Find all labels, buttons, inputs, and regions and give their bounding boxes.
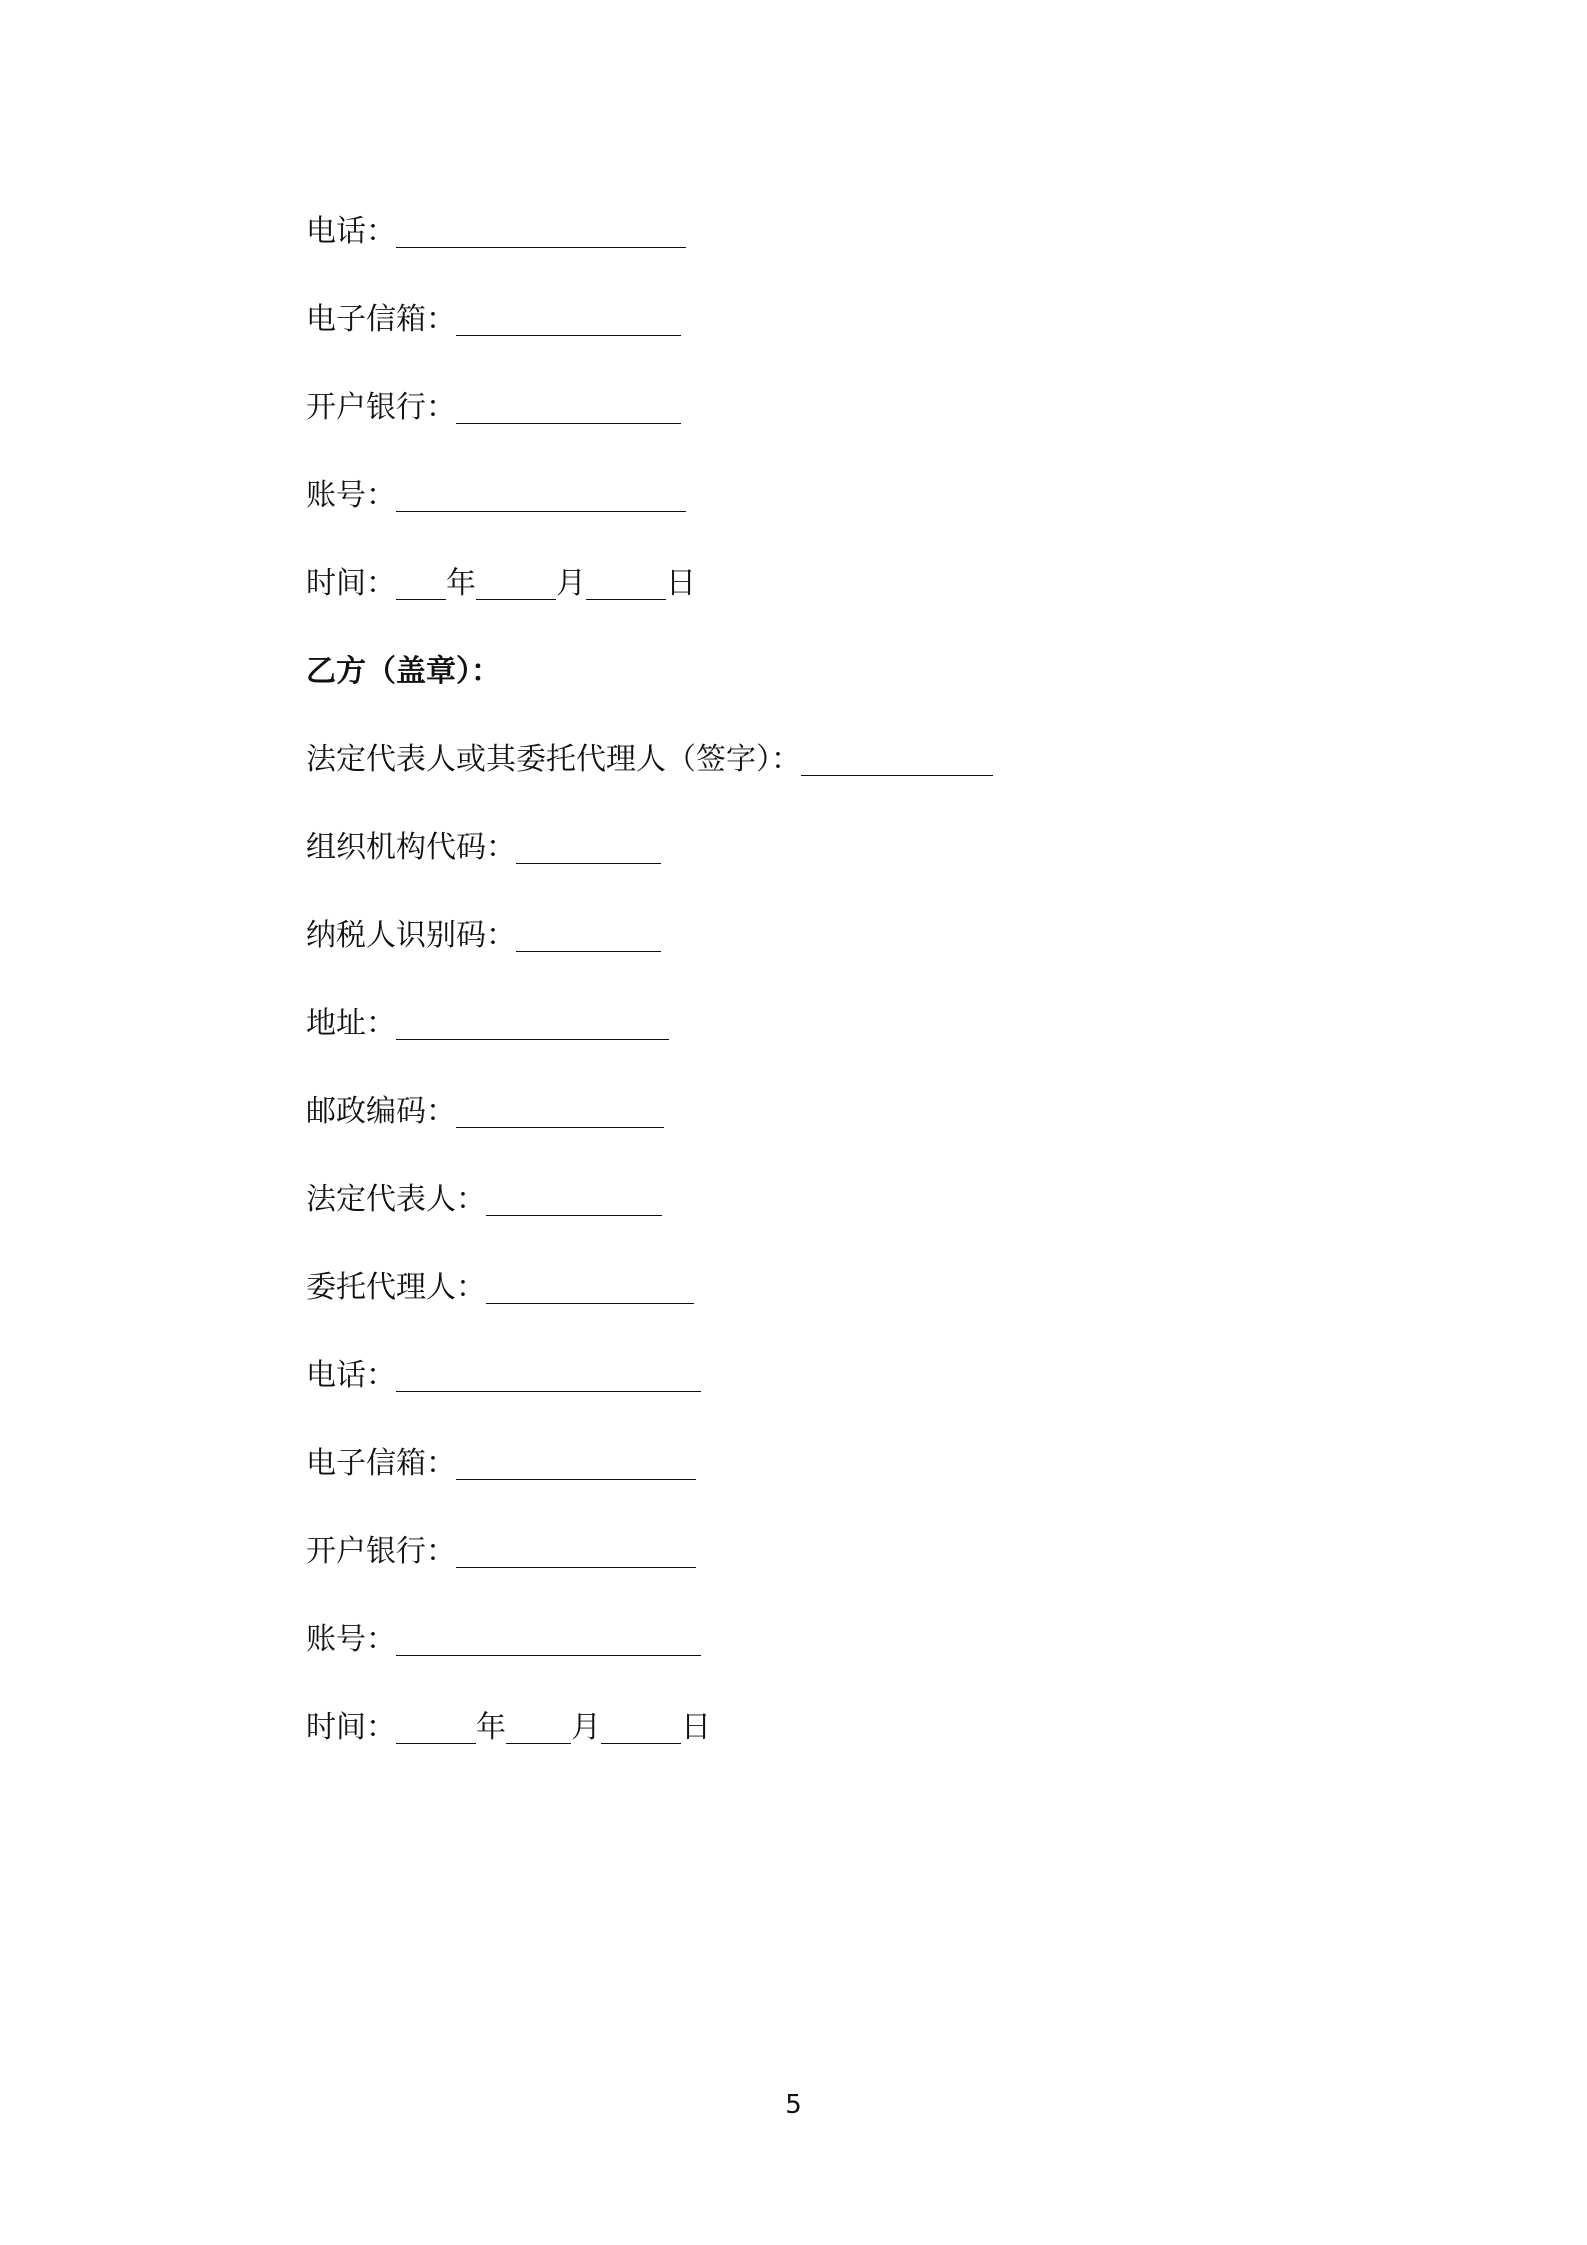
day-blank[interactable] xyxy=(586,569,666,600)
phone-blank[interactable] xyxy=(396,217,686,248)
agent-blank[interactable] xyxy=(486,1273,694,1304)
tax-id-blank[interactable] xyxy=(516,921,661,952)
party-b-address-row xyxy=(306,1000,669,1044)
email-label: 电子信箱： xyxy=(306,1446,456,1481)
party-b-bank-row xyxy=(306,1528,696,1572)
email-blank[interactable] xyxy=(456,1449,696,1480)
bank-label: 开户银行： xyxy=(306,390,456,425)
year-blank[interactable] xyxy=(396,1713,476,1744)
party-b-heading-row xyxy=(306,648,501,692)
party-b-heading: 乙方（盖章）： xyxy=(306,654,501,689)
account-blank[interactable] xyxy=(396,481,686,512)
signatory-blank[interactable] xyxy=(801,745,993,776)
year-label: 年 xyxy=(476,1710,506,1745)
year-label: 年 xyxy=(446,566,476,601)
time-label: 时间： xyxy=(306,1710,396,1745)
signatory-label: 法定代表人或其委托代理人（签字）： xyxy=(306,742,801,777)
party-a-email-row xyxy=(306,296,681,340)
email-blank[interactable] xyxy=(456,305,681,336)
party-b-email-row xyxy=(306,1440,696,1484)
postcode-blank[interactable] xyxy=(456,1097,664,1128)
phone-label: 电话： xyxy=(306,214,396,249)
month-blank[interactable] xyxy=(506,1713,571,1744)
party-b-agent-row xyxy=(306,1264,694,1308)
party-a-time-row xyxy=(306,560,696,604)
legal-rep-label: 法定代表人： xyxy=(306,1182,486,1217)
day-blank[interactable] xyxy=(601,1713,681,1744)
bank-blank[interactable] xyxy=(456,1537,696,1568)
party-b-time-row xyxy=(306,1704,711,1748)
month-label: 月 xyxy=(556,566,586,601)
party-a-account-row xyxy=(306,472,686,516)
account-label: 账号： xyxy=(306,478,396,513)
address-label: 地址： xyxy=(306,1006,396,1041)
year-blank[interactable] xyxy=(396,569,446,600)
page-number: 5 xyxy=(785,2090,802,2120)
bank-label: 开户银行： xyxy=(306,1534,456,1569)
party-b-signatory-row xyxy=(306,736,993,780)
time-label: 时间： xyxy=(306,566,396,601)
phone-blank[interactable] xyxy=(396,1361,701,1392)
party-a-phone-row xyxy=(306,208,686,252)
postcode-label: 邮政编码： xyxy=(306,1094,456,1129)
legal-rep-blank[interactable] xyxy=(486,1185,662,1216)
party-b-phone-row xyxy=(306,1352,701,1396)
party-b-legal-rep-row xyxy=(306,1176,662,1220)
day-label: 日 xyxy=(681,1710,711,1745)
agent-label: 委托代理人： xyxy=(306,1270,486,1305)
day-label: 日 xyxy=(666,566,696,601)
phone-label: 电话： xyxy=(306,1358,396,1393)
org-code-blank[interactable] xyxy=(516,833,661,864)
tax-id-label: 纳税人识别码： xyxy=(306,918,516,953)
address-blank[interactable] xyxy=(396,1009,669,1040)
month-label: 月 xyxy=(571,1710,601,1745)
party-a-bank-row xyxy=(306,384,681,428)
party-b-account-row xyxy=(306,1616,701,1660)
email-label: 电子信箱： xyxy=(306,302,456,337)
org-code-label: 组织机构代码： xyxy=(306,830,516,865)
month-blank[interactable] xyxy=(476,569,556,600)
party-b-org-code-row xyxy=(306,824,661,868)
account-label: 账号： xyxy=(306,1622,396,1657)
party-b-postcode-row xyxy=(306,1088,664,1132)
party-b-tax-id-row xyxy=(306,912,661,956)
bank-blank[interactable] xyxy=(456,393,681,424)
account-blank[interactable] xyxy=(396,1625,701,1656)
